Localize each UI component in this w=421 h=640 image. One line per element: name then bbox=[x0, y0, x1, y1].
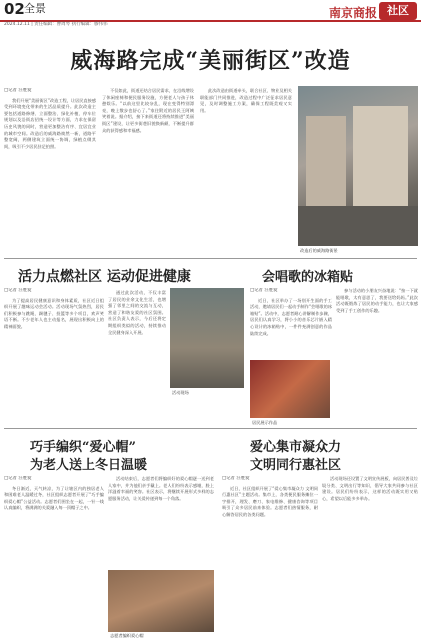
story3-column-2 bbox=[336, 288, 418, 408]
story3-paragraph-2: 参与活动的小朋友兴奋地说：“按一下就能唱歌，太有意思了，我要送给妈妈。”此次活动既锻炼了居民的动手能力，也让大家感受到了手工创作的乐趣。 bbox=[336, 288, 418, 313]
story2-byline: □记者 汪胜爱 bbox=[4, 288, 32, 293]
lead-headline: 威海路完成“美丽街区”改造 bbox=[70, 48, 351, 74]
story5-title-line1: 爱心集市凝众力 bbox=[250, 440, 342, 455]
story3-title: 会唱歌的冰箱贴 bbox=[262, 270, 354, 285]
lead-byline: □记者 汪胜爱 bbox=[4, 88, 32, 93]
story3-photo-caption: 居民展示作品 bbox=[252, 420, 278, 425]
story4-photo bbox=[108, 570, 214, 632]
lead-photo-caption: 改造后的威海路街景 bbox=[300, 248, 338, 253]
story2-paragraph-1: 为了提高居民健康意识和身体素质，社区近日组织开展了趣味运动会活动。活动现场气氛热烈，居民们积极参与跳绳、踢毽子、投篮等多个项目，欢声笑语不断。不少老年人也主动报名，展现出积极向上的精神面貌。 bbox=[4, 297, 104, 329]
story4-title-line2: 为老人送上冬日温暖 bbox=[30, 458, 148, 473]
story5-column-2 bbox=[322, 476, 418, 636]
story3-paragraph-1: 近日，社区举办了一场别开生面的手工活动，邀请居民们一起动手制作“会唱歌的冰箱贴”。活动中，志愿者耐心讲解制作步骤，居民们认真学习，将小小的音乐芯片嵌入精心设计的冰箱贴中，一件件充满创意的作品陆续完成。 bbox=[250, 297, 332, 336]
story2-photo bbox=[170, 288, 244, 388]
story2-column-2 bbox=[108, 290, 166, 412]
lead-column-2 bbox=[102, 88, 194, 256]
story3-byline: □记者 汪胜爱 bbox=[250, 288, 278, 293]
lead-column-1 bbox=[4, 88, 96, 256]
issue-meta: 2024.12.11 | 责任编辑：曹周琴 执行编辑：滕伟伟 bbox=[4, 22, 108, 27]
story5-paragraph-1: 近日，社区组织开展了“爱心集市凝众力 文明同行惠社区”主题活动。集市上，各类便民服务摊位一字排开，理发、磨刀、家电维修、健康咨询等项目吸引了众多居民前来体验。志愿者们热情服务，耐心解答居民的各类问题。 bbox=[222, 485, 318, 517]
lead-column-3 bbox=[200, 88, 292, 256]
newspaper-brand: 南京商报 bbox=[328, 6, 377, 20]
story5-column-1 bbox=[222, 476, 318, 636]
section-logo: 社区 bbox=[379, 2, 417, 20]
lead-paragraph-2: 不仅如此，街道还结合居民需求，在沿线增设了休闲座椅和便民服务设施，方便老人与孩子休憩娱乐。“以前这里比较杂乱，现在变得特别漂亮，晚上散步也舒心了。”家住附近的居民王阿姨笑着说。据介绍，接下来街道还将持续推进“美丽街区”建设，让更多街巷旧貌换新颜，不断提升群众的获得感和幸福感。 bbox=[102, 88, 194, 133]
story5-byline: □记者 汪胜爱 bbox=[222, 476, 250, 481]
story4-column-2 bbox=[108, 476, 214, 566]
story4-title-line1: 巧手编织“爱心帽” bbox=[30, 440, 136, 455]
section-divider-2 bbox=[4, 428, 417, 429]
lead-paragraph-3: 此次改造由街道牵头，联合社区、物业及相关职能部门共同推进，改造过程中广泛征求居民意见，及时调整施工方案，确保工程既美观又实用。 bbox=[200, 88, 292, 113]
story5-paragraph-2: 活动现场还设置了文明宣传展板，向居民普及垃圾分类、文明出行等知识，倡导大家共同参与社区建设。居民们纷纷表示，这样的活动既实用又贴心，希望以后能多多举办。 bbox=[322, 476, 418, 501]
story4-column-1 bbox=[4, 476, 104, 636]
lead-photo bbox=[298, 86, 418, 246]
lead-paragraph-1: 我们开展“美丽街区”改造工程，让居民直接感受到环境变化带来的生活品质提升。此次改造主要包括道路修缮、立面整治、绿化补植、停车位规划以及沿街店招统一设计等方面，力求在保留历史风貌的同时，营造更加整洁有序、宜居宜业的城市空间。改造后的威海路焕然一新，道路平整宽阔，两侧建筑立面统一协调，绿植点缀其间，吸引不少居民驻足拍照。 bbox=[4, 97, 96, 149]
section-divider bbox=[4, 258, 417, 259]
story2-title: 活力点燃社区 运动促进健康 bbox=[18, 269, 191, 285]
story4-paragraph-1: 冬日渐近，天气转凉，为了让辖区内的独居老人和困难老人温暖过冬，社区组织志愿者开展了“巧手编织爱心帽”公益活动。志愿者们围坐在一起，一针一线认真编织，将满满的关爱融入每一顶帽子之中。 bbox=[4, 485, 104, 511]
section-title: 全景 bbox=[24, 2, 46, 15]
story4-photo-caption: 志愿者编织爱心帽 bbox=[110, 633, 144, 638]
story3-photo bbox=[250, 360, 330, 418]
page-header bbox=[0, 0, 421, 22]
story2-column-1 bbox=[4, 288, 104, 412]
story2-photo-caption: 活动现场 bbox=[172, 390, 189, 395]
story4-paragraph-2: 活动结束后，志愿者们将编织好的爱心帽逐一送到老人家中，并为他们亲手戴上。老人们纷纷表示感谢，脸上洋溢着幸福的笑容。社区表示，将继续开展形式多样的志愿服务活动，让关爱传递到每一个角落。 bbox=[108, 476, 214, 501]
story4-byline: □记者 汪胜爱 bbox=[4, 476, 32, 481]
page-number: 02 bbox=[4, 0, 25, 18]
story2-paragraph-2: 通过此次活动，不仅丰富了居民的业余文化生活，也增强了邻里之间的交流与互动，营造了和谐友爱的社区氛围。社区负责人表示，今后还将定期组织类似的活动，持续推动全民健身深入开展。 bbox=[108, 290, 166, 335]
story5-title-line2: 文明同行惠社区 bbox=[250, 458, 342, 473]
